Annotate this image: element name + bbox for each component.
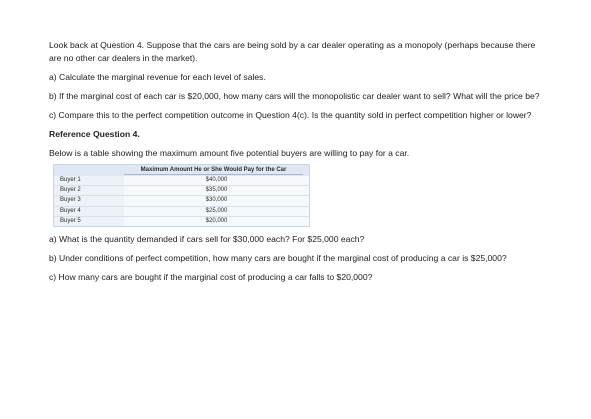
question-content [49, 39, 549, 284]
intro-paragraph: Look back at Question 4. Suppose that the cars are being sold by a car dealer operating as a monopoly (perhaps because there are no other car dealers in the market). [49, 40, 536, 63]
amount-cell: $35,000 [124, 186, 309, 196]
reference-heading: Reference Question 4. [49, 129, 140, 139]
part-a-paragraph: a) Calculate the marginal revenue for each level of sales. [49, 72, 266, 82]
buyer-cell: Buyer 5 [54, 216, 124, 226]
ref-b-paragraph: b) Under conditions of perfect competition, how many cars are bought if the marginal cost of producing a car is $25,000? [49, 253, 507, 264]
table-header-row [54, 165, 309, 176]
buyer-table [53, 164, 310, 227]
buyer-cell: Buyer 1 [54, 176, 124, 186]
ref-a-paragraph: a) What is the quantity demanded if cars sell for $30,000 each? For $25,000 each? [49, 234, 365, 245]
table-row [54, 196, 309, 206]
ref-c-paragraph: c) How many cars are bought if the marginal cost of producing a car falls to $20,000? [49, 272, 373, 283]
table-row [54, 186, 309, 196]
part-c-paragraph: c) Compare this to the perfect competition outcome in Question 4(c). Is the quantity sold in perfect competition higher or lower? [49, 110, 532, 120]
buyer-cell: Buyer 4 [54, 206, 124, 216]
amount-cell: $40,000 [124, 176, 309, 186]
table-row [54, 176, 309, 186]
table-row [54, 216, 309, 226]
buyer-cell: Buyer 3 [54, 196, 124, 206]
part-b-paragraph: b) If the marginal cost of each car is $20,000, how many cars will the monopolistic car dealer want to sell? What will the price be? [49, 91, 540, 101]
table-row [54, 206, 309, 216]
reference-intro-paragraph: Below is a table showing the maximum amount five potential buyers are willing to pay for a car. [49, 148, 410, 158]
amount-cell: $30,000 [124, 196, 309, 206]
buyer-table-body [54, 176, 309, 226]
table-header-amount: Maximum Amount He or She Would Pay for the Car [124, 167, 303, 175]
amount-cell: $25,000 [124, 206, 309, 216]
amount-cell: $20,000 [124, 216, 309, 226]
buyer-cell: Buyer 2 [54, 186, 124, 196]
